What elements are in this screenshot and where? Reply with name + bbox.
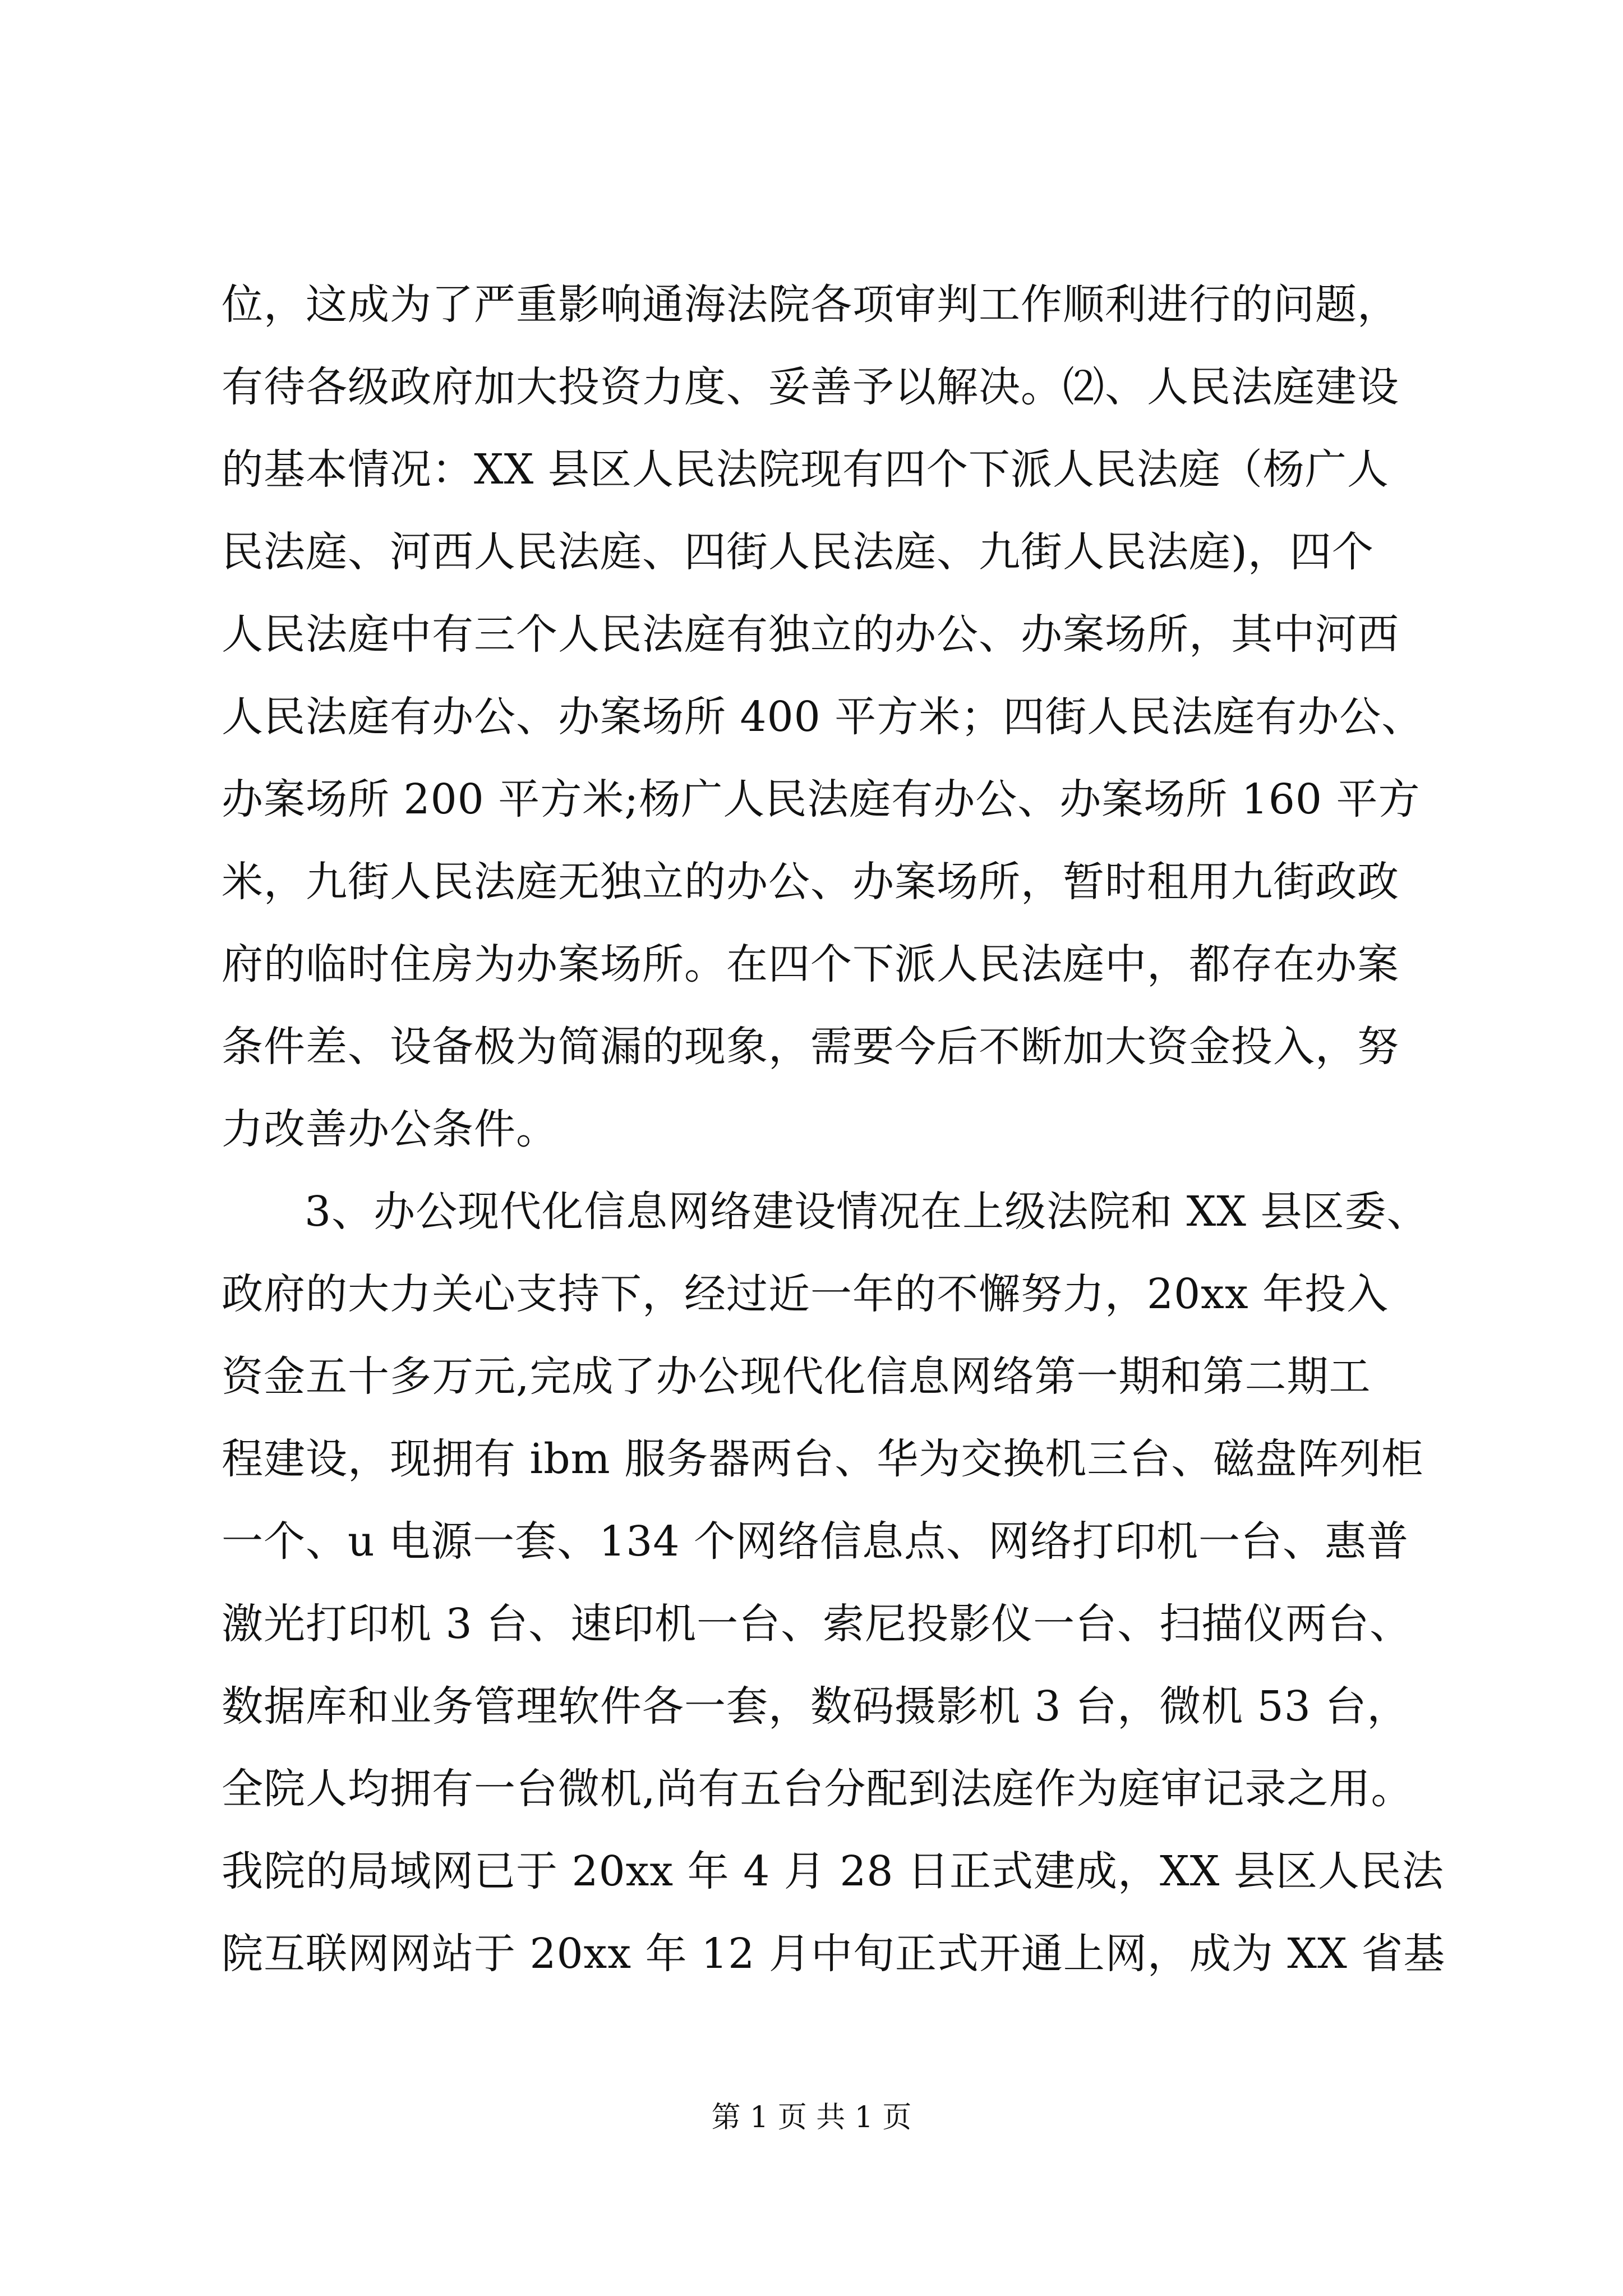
page-number: 第 1 页 共 1 页 — [711, 2101, 912, 2134]
text-line: 办案场所 200 平方米;杨广人民法庭有办公、办案场所 160 平方 — [222, 775, 1421, 823]
text-line: 人民法庭中有三个人民法庭有独立的办公、办案场所，其中河西 — [222, 610, 1399, 659]
text-line: 政府的大力关心支持下，经过近一年的不懈努力，20xx 年投入 — [222, 1270, 1389, 1318]
text-line: 全院人均拥有一台微机,尚有五台分配到法庭作为庭审记录之用。 — [222, 1765, 1413, 1813]
text-line: 民法庭、河西人民法庭、四街人民法庭、九街人民法庭)，四个 — [222, 528, 1374, 576]
text-line: 院互联网网站于 20xx 年 12 月中旬正式开通上网，成为 XX 省基 — [222, 1930, 1446, 1978]
text-line: 我院的局域网已于 20xx 年 4 月 28 日正式建成，XX 县区人民法 — [222, 1847, 1444, 1895]
page-footer — [0, 2098, 1623, 2137]
text-line: 米，九街人民法庭无独立的办公、办案场所，暂时租用九街政政 — [222, 858, 1399, 906]
text-line: 资金五十多万元,完成了办公现代化信息网络第一期和第二期工 — [222, 1352, 1371, 1401]
text-line: 一个、u 电源一套、134 个网络信息点、网络打印机一台、惠普 — [222, 1517, 1409, 1566]
text-line: 程建设，现拥有 ibm 服务器两台、华为交换机三台、磁盘阵列柜 — [222, 1435, 1424, 1483]
paragraph-start-line: 3、办公现代化信息网络建设情况在上级法院和 XX 县区委、 — [305, 1188, 1429, 1236]
text-line: 有待各级政府加大投资力度、妥善予以解决。⑵、人民法庭建设 — [222, 363, 1399, 411]
text-line: 数据库和业务管理软件各一套，数码摄影机 3 台，微机 53 台， — [222, 1682, 1409, 1731]
text-line: 位，这成为了严重影响通海法院各项审判工作顺利进行的问题， — [222, 280, 1399, 329]
text-line: 的基本情况：XX 县区人民法院现有四个下派人民法庭（杨广人 — [222, 445, 1389, 494]
text-line: 条件差、设备极为简漏的现象，需要今后不断加大资金投入，努 — [222, 1023, 1399, 1071]
document-body — [222, 264, 1446, 1995]
text-line: 力改善办公条件。 — [222, 1105, 558, 1153]
text-line: 人民法庭有办公、办案场所 400 平方米；四街人民法庭有办公、 — [222, 693, 1424, 741]
text-line: 激光打印机 3 台、速印机一台、索尼投影仪一台、扫描仪两台、 — [222, 1600, 1412, 1648]
text-line: 府的临时住房为办案场所。在四个下派人民法庭中，都存在办案 — [222, 940, 1399, 988]
